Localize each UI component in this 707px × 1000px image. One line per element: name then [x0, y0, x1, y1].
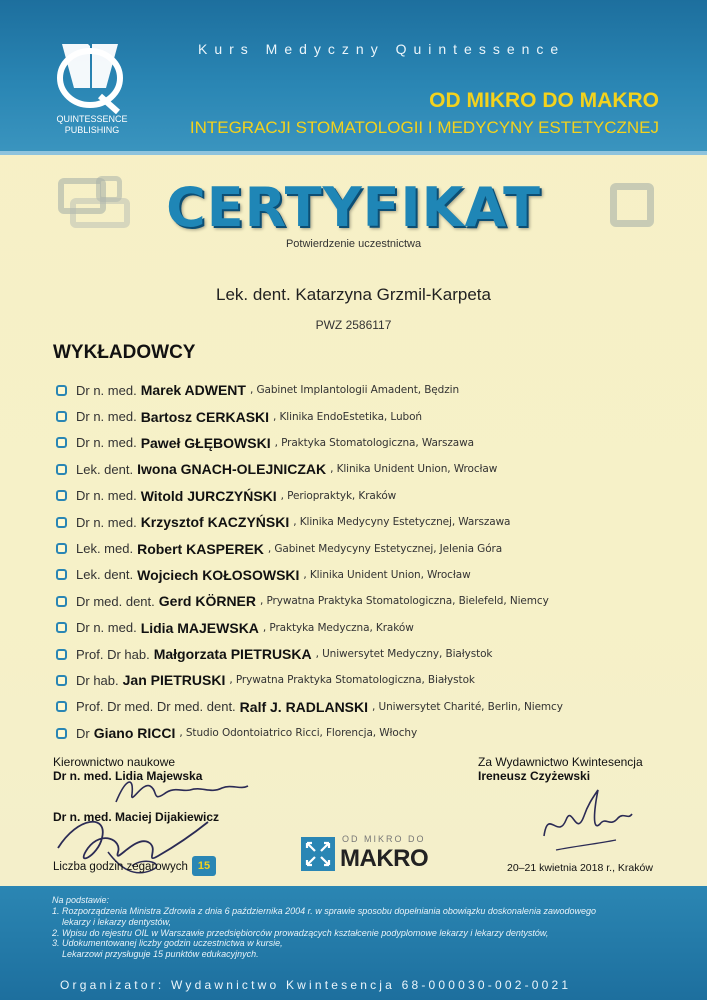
- list-item: [56, 641, 686, 667]
- lecturer-name: Iwona GNACH-OLEJNICZAK: [137, 461, 327, 478]
- lecturer-affiliation: , Gabinet Implantologii Amadent, Będzin: [249, 384, 460, 397]
- lecturer-name: Wojciech KOŁOSOWSKI: [137, 566, 300, 583]
- square-bullet-icon: [56, 649, 67, 660]
- square-bullet-icon: [56, 437, 67, 448]
- lecturer-name: Paweł GŁĘBOWSKI: [140, 434, 271, 451]
- lecturer-name: Jan PIETRUSKI: [122, 672, 226, 689]
- lecturer-title: Lek. med.: [76, 541, 134, 557]
- lecturer-affiliation: , Periopraktyk, Kraków: [280, 489, 397, 502]
- publisher-signatory-name: Ireneusz Czyżewski: [478, 769, 591, 783]
- course-title: OD MIKRO DO MAKRO: [429, 89, 659, 112]
- square-bullet-icon: [56, 675, 67, 686]
- square-bullet-icon: [56, 411, 67, 422]
- square-bullet-icon: [56, 622, 67, 633]
- lecturer-name: Lidia MAJEWSKA: [140, 619, 259, 636]
- list-item: [56, 483, 686, 509]
- scientific-director-2: Dr n. med. Maciej Dijakiewicz: [53, 810, 220, 824]
- lecturer-title: Dr n. med.: [76, 435, 137, 451]
- list-item: [56, 430, 686, 456]
- lecturer-title: Dr n. med.: [76, 382, 137, 398]
- lecturer-name: Robert KASPEREK: [137, 540, 264, 557]
- list-item: Lekarzowi przysługuje 15 punktów edukacyjnych.: [62, 949, 259, 960]
- lecturer-name: Ralf J. RADLANSKI: [239, 698, 369, 715]
- handwritten-signature-majewska: [112, 772, 252, 812]
- lecturer-affiliation: , Klinika EndoEstetika, Luboń: [273, 410, 422, 423]
- lecturer-affiliation: , Klinika Medycyny Estetycznej, Warszawa: [293, 516, 511, 529]
- logo-line-1: QUINTESSENCE: [56, 114, 128, 124]
- lecturer-title: Dr n. med.: [76, 620, 137, 636]
- list-item: lekarzy i lekarzy dentystów,: [62, 916, 172, 927]
- lecturers-heading: WYKŁADOWCY: [53, 342, 196, 363]
- list-item: [56, 588, 686, 614]
- participant-name: Lek. dent. Katarzyna Grzmil-Karpeta: [216, 285, 491, 304]
- scientific-direction-label: Kierownictwo naukowe: [53, 755, 176, 769]
- lecturer-name: Bartosz CERKASKI: [140, 408, 270, 425]
- lecturer-affiliation: , Praktyka Medyczna, Kraków: [262, 621, 414, 634]
- lecturer-name: Giano RICCI: [93, 725, 176, 742]
- organizer-line: Organizator: Wydawnictwo Kwintesencja 68-000030-002-0021: [60, 978, 572, 992]
- list-item: [56, 377, 686, 403]
- list-item: 1. Rozporządzenia Ministra Zdrowia z dnia 6 października 2004 r. w sprawie sposobu dopełniania obowiązku doskonalenia zawodowego: [52, 906, 596, 916]
- lecturer-affiliation: , Praktyka Stomatologiczna, Warszawa: [274, 436, 474, 449]
- lecturer-title: Dr hab.: [76, 672, 119, 688]
- lecturer-name: Krzysztof KACZYŃSKI: [140, 514, 290, 531]
- square-bullet-icon: [56, 464, 67, 475]
- square-bullet-icon: [56, 385, 67, 396]
- list-item: [56, 562, 686, 588]
- od-mikro-do-makro-logo-icon: [300, 836, 336, 872]
- square-bullet-icon: [56, 490, 67, 501]
- scientific-director-1: Dr n. med. Lidia Majewska: [53, 769, 203, 783]
- lecturer-title: Prof. Dr hab.: [76, 646, 150, 662]
- publisher-signatory-label: Za Wydawnictwo Kwintesencja: [478, 755, 643, 769]
- lecturer-affiliation: , Prywatna Praktyka Stomatologiczna, Bielefeld, Niemcy: [260, 595, 549, 608]
- lecturer-title: Dr n. med.: [76, 409, 137, 425]
- list-item: 3. Udokumentowanej liczby godzin uczestnictwa w kursie,: [52, 938, 283, 949]
- lecturer-name: Witold JURCZYŃSKI: [140, 487, 277, 504]
- lecturer-title: Dr med. dent.: [76, 593, 155, 609]
- list-item: [56, 694, 686, 720]
- lecturer-affiliation: , Uniwersytet Charité, Berlin, Niemcy: [372, 700, 563, 713]
- list-item: [56, 456, 686, 482]
- course-date: 20–21 kwietnia 2018 r., Kraków: [507, 862, 653, 874]
- lecturer-affiliation: , Studio Odontoiatrico Ricci, Florencja, Włochy: [179, 727, 418, 740]
- lecturer-affiliation: , Klinika Unident Union, Wrocław: [303, 568, 471, 581]
- logo-caption: [40, 114, 144, 136]
- list-item: [56, 720, 686, 746]
- lecturer-title: Dr n. med.: [76, 514, 137, 530]
- list-item: [56, 535, 686, 561]
- lecturer-title: Lek. dent.: [76, 461, 134, 477]
- brand-big-text: MAKRO: [340, 845, 429, 872]
- list-item: 2. Wpisu do rejestru OIL w Warszawie przedsiębiorców prowadzących kształcenie podyplomowe lekarzy i lekarzy dentystów,: [52, 927, 549, 938]
- hours-badge: 15: [192, 856, 216, 876]
- square-bullet-icon: [56, 701, 67, 712]
- lecturer-affiliation: , Prywatna Praktyka Stomatologiczna, Białystok: [229, 674, 475, 687]
- quintessence-logo-icon: [48, 40, 132, 114]
- certificate-title: CERTYFIKAT: [166, 176, 541, 239]
- square-bullet-icon: [56, 517, 67, 528]
- list-item: [56, 403, 686, 429]
- certificate-subtitle: Potwierdzenie uczestnictwa: [285, 238, 422, 250]
- square-bullet-icon: [56, 569, 67, 580]
- lecturer-name: Marek ADWENT: [140, 382, 246, 399]
- lecturer-title: Dr: [76, 725, 90, 741]
- list-item: [56, 667, 686, 693]
- handwritten-signature-czyzewski: [536, 780, 636, 860]
- lecturers-list: [56, 377, 686, 746]
- hours-label: Liczba godzin zegarowych: [53, 861, 188, 873]
- square-bullet-icon: [56, 596, 67, 607]
- lecturer-title: Lek. dent.: [76, 567, 134, 583]
- lecturer-title: Prof. Dr med. Dr med. dent.: [76, 699, 236, 715]
- logo-line-2: PUBLISHING: [64, 125, 120, 135]
- lecturer-affiliation: , Uniwersytet Medyczny, Białystok: [315, 648, 493, 661]
- list-item: [56, 509, 686, 535]
- brand-small-text: OD MIKRO DO: [342, 834, 426, 844]
- lecturer-name: Małgorzata PIETRUSKA: [153, 646, 312, 663]
- footer-basis-label: Na podstawie:: [52, 895, 110, 905]
- square-bullet-icon: [56, 543, 67, 554]
- course-series-title: Kurs Medyczny Quintessence: [198, 41, 566, 57]
- course-subtitle: INTEGRACJI STOMATOLOGII I MEDYCYNY ESTETYCZNEJ: [189, 118, 659, 137]
- lecturer-affiliation: , Gabinet Medycyny Estetycznej, Jelenia Góra: [267, 542, 503, 555]
- lecturer-affiliation: , Klinika Unident Union, Wrocław: [330, 463, 498, 476]
- participant-pwz: PWZ 2586117: [315, 318, 392, 332]
- lecturer-name: Gerd KÖRNER: [158, 593, 256, 610]
- lecturer-title: Dr n. med.: [76, 488, 137, 504]
- square-bullet-icon: [56, 728, 67, 739]
- footer-basis-list: [52, 906, 672, 960]
- list-item: [56, 615, 686, 641]
